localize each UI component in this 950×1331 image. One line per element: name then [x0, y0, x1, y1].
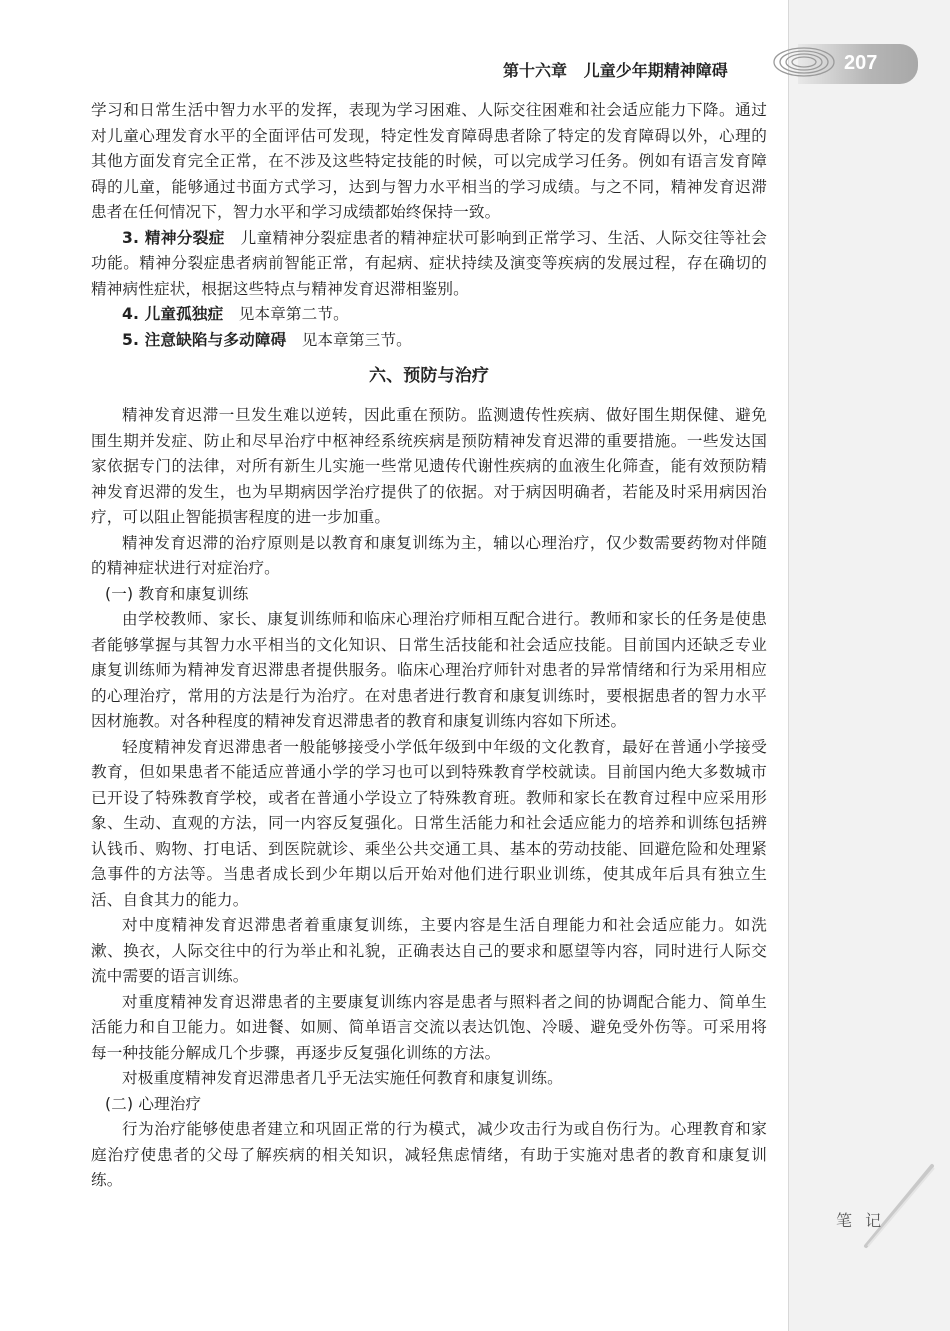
page-number: 207 [844, 52, 878, 74]
section-title: 六、预防与治疗 [368, 366, 490, 386]
item-4-heading: 4. 儿童孤独症 [122, 305, 224, 323]
subsection-title-psychotherapy: (二) 心理治疗 [105, 1094, 202, 1113]
item-5-text: 见本章第三节。 [301, 330, 412, 349]
running-header [503, 58, 728, 81]
item-5-heading: 5. 注意缺陷与多动障碍 [122, 330, 287, 349]
item-3-heading: 3. 精神分裂症 [122, 228, 225, 247]
subsection-title-education: (一) 教育和康复训练 [105, 584, 249, 603]
item-3-text: 儿童精神分裂症患者的精神症状可影响到正常学习、生活、人际交往等社会功能。精神分裂症患者病前智能正常，有起病、症状持续及演变等疾病的发展过程，存在确切的精神病性症状，根据这些特点与精神发育迟滞相鉴别。 [91, 228, 767, 298]
pencil-icon [858, 1160, 938, 1250]
margin-sidebar [788, 0, 950, 1331]
item-4-text: 见本章第二节。 [238, 305, 349, 323]
prevention-paragraph: 精神发育迟滞一旦发生难以逆转，因此重在预防。监测遗传性疾病、做好围生期保健、避免围生期并发症、防止和尽早治疗中枢神经系统疾病是预防精神发育迟滞的重要措施。一些发达国家依据专门的法律，对所有新生儿实施一些常见遗传代谢性疾病的血液生化筛查，能有效预防精神发育迟滞的发生，也为早期病因学治疗提供了的依据。对于病因明确者，若能及时采用病因治疗，可以阻止智能损害程度的进一步加重。 [91, 406, 767, 526]
moderate-paragraph: 对中度精神发育迟滞患者着重康复训练，主要内容是生活自理能力和社会适应能力。如洗漱、换衣，人际交往中的行为举止和礼貌，正确表达自己的要求和愿望等内容，同时进行人际交流中需要的语言训练。 [91, 916, 767, 985]
education-paragraph: 由学校教师、家长、康复训练师和临床心理治疗师相互配合进行。教师和家长的任务是使患者能够掌握与其智力水平相当的文化知识、日常生活技能和社会适应技能。目前国内还缺乏专业康复训练师为精神发育迟滞患者提供服务。临床心理治疗师针对患者的异常情绪和行为采用相应的心理治疗，常用的方法是行为治疗。在对患者进行教育和康复训练时，要根据患者的智力水平因材施教。对各种程度的精神发育迟滞患者的教育和康复训练内容如下所述。 [91, 610, 767, 730]
item-4 [91, 302, 767, 328]
sidebar-border [788, 0, 789, 1331]
item-5 [91, 328, 767, 354]
mild-paragraph: 轻度精神发育迟滞患者一般能够接受小学低年级到中年级的文化教育，最好在普通小学接受教育，但如果患者不能适应普通小学的学习也可以到特殊教育学校就读。目前国内绝大多数城市已开设了特殊教育学校，或者在普通小学设立了特殊教育班。教师和家长在教育过程中应采用形象、生动、直观的方法，同一内容反复强化。日常生活能力和社会适应能力的培养和训练包括辨认钱币、购物、打电话、到医院就诊、乘坐公共交通工具、基本的劳动技能、回避危险和处理紧急事件的方法等。当患者成长到少年期以后开始对他们进行职业训练，使其成年后具有独立生活、自食其力的能力。 [91, 737, 767, 909]
page-body [91, 98, 767, 1194]
intro-paragraph: 学习和日常生活中智力水平的发挥，表现为学习困难、人际交往困难和社会适应能力下降。通过对儿童心理发育水平的全面评估可发现，特定性发育障碍患者除了特定的发育障碍以外，心理的其他方面发育完全正常，在不涉及这些特定技能的时候，可以完成学习任务。例如有语言发育障碍的儿童，能够通过书面方式学习，达到与智力水平相当的学习成绩。与之不同，精神发育迟滞患者在任何情况下，智力水平和学习成绩都始终保持一致。 [91, 101, 767, 221]
profound-paragraph: 对极重度精神发育迟滞患者几乎无法实施任何教育和康复训练。 [122, 1069, 563, 1087]
treatment-principle-paragraph: 精神发育迟滞的治疗原则是以教育和康复训练为主，辅以心理治疗，仅少数需要药物对伴随的精神症状进行对症治疗。 [91, 533, 767, 577]
psychotherapy-paragraph: 行为治疗能够使患者建立和巩固正常的行为模式，减少攻击行为或自伤行为。心理教育和家庭治疗使患者的父母了解疾病的相关知识，减轻焦虑情绪，有助于实施对患者的教育和康复训练。 [91, 1120, 767, 1189]
swirl-ornament-icon [766, 40, 836, 86]
chapter-title: 儿童少年期精神障碍 [583, 61, 728, 80]
notes-label: 笔 记 [836, 1211, 886, 1230]
chapter-number: 第十六章 [503, 61, 568, 80]
item-3 [91, 226, 767, 303]
severe-paragraph: 对重度精神发育迟滞患者的主要康复训练内容是患者与照料者之间的协调配合能力、简单生活能力和自卫能力。如进餐、如厕、简单语言交流以表达饥饱、冷暖、避免受外伤等。可采用将每一种技能分解成几个步骤，再逐步反复强化训练的方法。 [91, 992, 767, 1062]
